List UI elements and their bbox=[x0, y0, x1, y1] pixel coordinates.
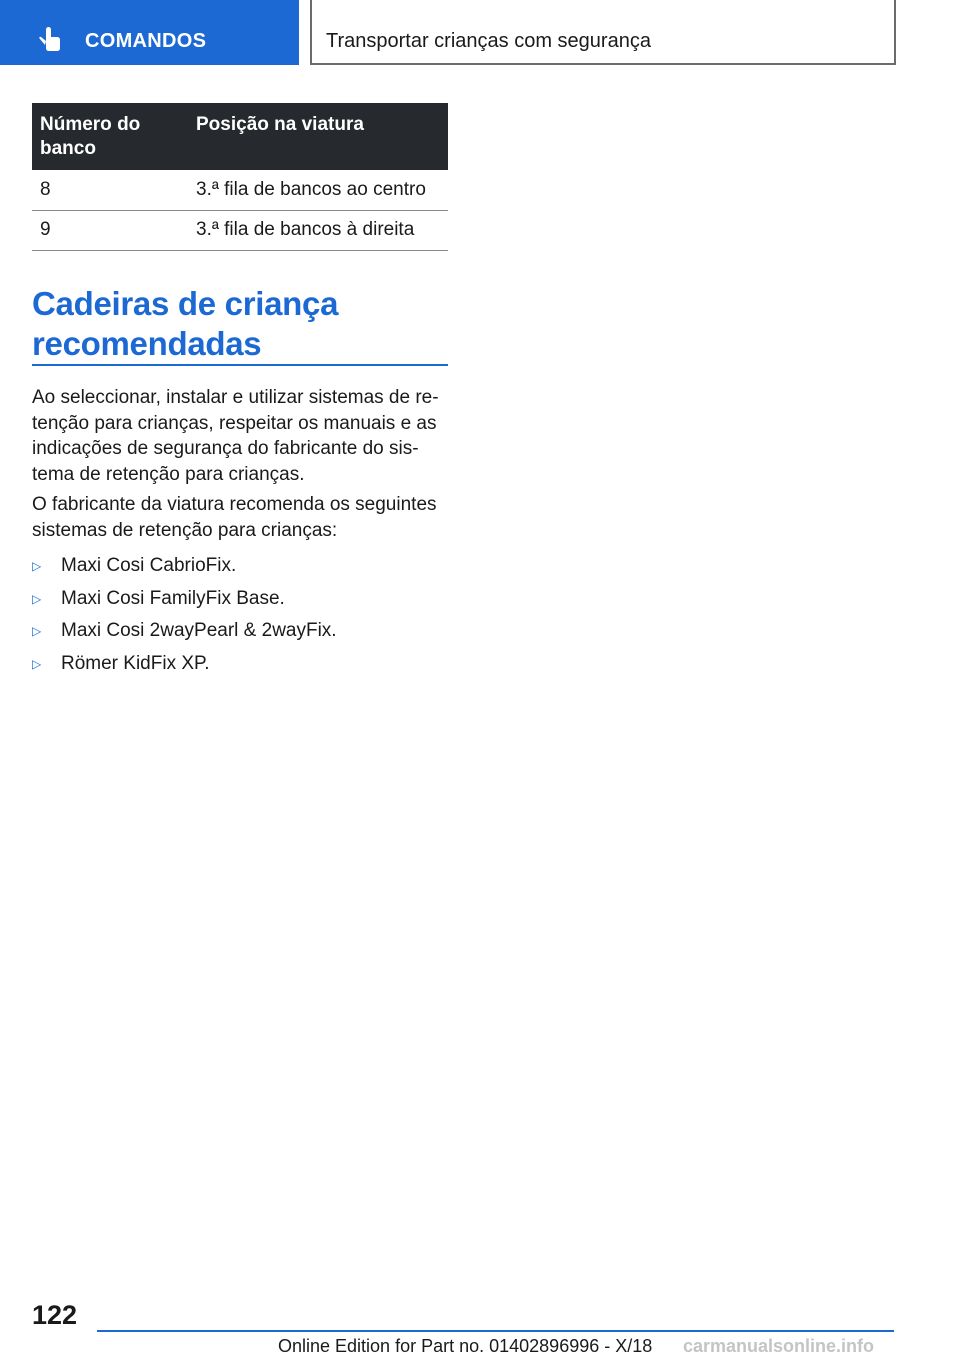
watermark: carmanualsonline.info bbox=[683, 1336, 875, 1356]
seat-number-cell: 8 bbox=[32, 170, 188, 210]
triangle-bullet-icon: ▷ bbox=[32, 624, 42, 639]
triangle-bullet-icon: ▷ bbox=[32, 591, 42, 606]
hand-pointer-icon bbox=[38, 26, 64, 52]
footer-divider bbox=[97, 1330, 894, 1332]
list-item bbox=[32, 550, 448, 583]
chapter-tab-label: COMANDOS bbox=[85, 30, 207, 52]
seat-position-table bbox=[32, 103, 448, 251]
position-cell: 3.ª fila de bancos à direita bbox=[188, 210, 448, 250]
list-item-text: Maxi Cosi 2wayPearl & 2wayFix. bbox=[61, 620, 337, 642]
table-header-row bbox=[32, 103, 448, 170]
list-item-text: Maxi Cosi FamilyFix Base. bbox=[61, 587, 285, 609]
seat-number-cell: 9 bbox=[32, 210, 188, 250]
page-number: 122 bbox=[32, 1300, 78, 1330]
chapter-tab[interactable] bbox=[0, 0, 299, 65]
position-cell: 3.ª fila de bancos ao centro bbox=[188, 170, 448, 210]
column-header-seat-number: Número do banco bbox=[32, 103, 188, 170]
column-header-position: Posição na viatura bbox=[188, 103, 448, 170]
list-item bbox=[32, 583, 448, 616]
list-item bbox=[32, 615, 448, 648]
triangle-bullet-icon: ▷ bbox=[32, 559, 42, 574]
table-row bbox=[32, 210, 448, 250]
triangle-bullet-icon: ▷ bbox=[32, 656, 42, 671]
recommended-seats-list bbox=[32, 550, 448, 680]
running-header-title: Transportar crianças com segurança bbox=[326, 30, 651, 52]
edition-note: Online Edition for Part no. 01402896996 - X/18 bbox=[278, 1336, 653, 1356]
section-divider bbox=[32, 364, 448, 366]
list-item bbox=[32, 648, 448, 681]
table-row bbox=[32, 170, 448, 210]
intro-paragraph: Ao seleccionar, instalar e utilizar sistemas de retenção para crianças, respeitar os manuais e as indicações de segurança do fabricante do sistema de retenção para crianças. bbox=[32, 387, 439, 485]
recommendation-paragraph: O fabricante da viatura recomenda os seguintes sistemas de retenção para crianças: bbox=[32, 494, 437, 541]
list-item-text: Maxi Cosi CabrioFix. bbox=[61, 555, 237, 577]
list-item-text: Römer KidFix XP. bbox=[61, 652, 210, 674]
section-title: Cadeiras de criança recomendadas bbox=[32, 285, 339, 362]
